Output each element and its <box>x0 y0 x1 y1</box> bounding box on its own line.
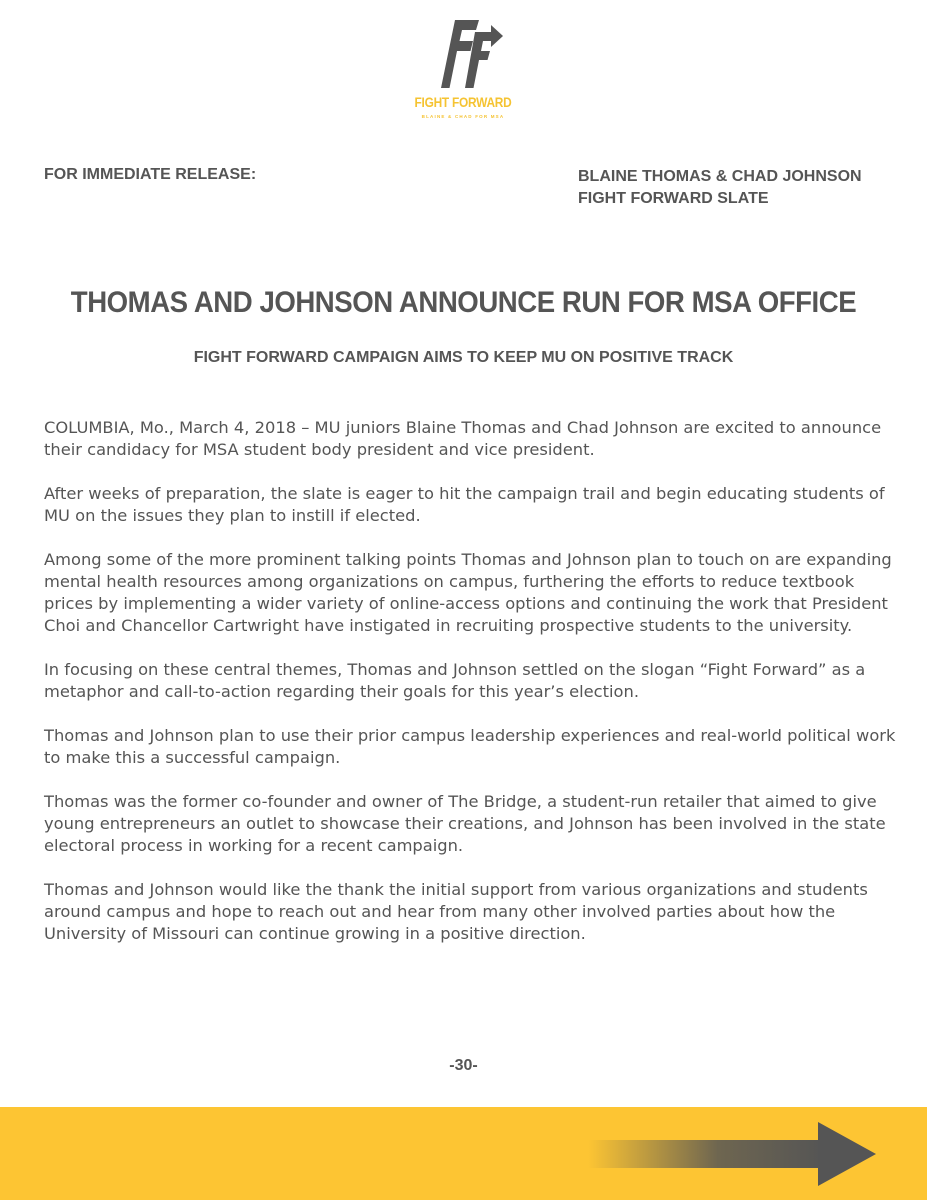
body-paragraph: COLUMBIA, Mo., March 4, 2018 – MU juniors Blaine Thomas and Chad Johnson are excited to announce their candidacy for MSA student body president and vice president. <box>44 418 882 459</box>
body-paragraph: After weeks of preparation, the slate is eager to hit the campaign trail and begin educating students of MU on the issues they plan to instill if elected. <box>44 484 885 525</box>
end-mark: -30- <box>449 1057 478 1074</box>
headline: THOMAS AND JOHNSON ANNOUNCE RUN FOR MSA OFFICE <box>70 286 857 319</box>
body-paragraph: Thomas and Johnson would like the thank the initial support from various organizations and students around campus and hope to reach out and hear from many other involved parties about how the University of Missouri can continue growing in a positive direction. <box>44 880 868 943</box>
logo-name: FIGHT FORWARD <box>414 94 512 110</box>
contact-block <box>578 166 862 210</box>
body-paragraph: In focusing on these central themes, Thomas and Johnson settled on the slogan “Fight Forward” as a metaphor and call-to-action regarding their goals for this year’s election. <box>44 660 866 701</box>
press-release-body <box>44 417 902 967</box>
ff-logo-icon <box>441 18 503 90</box>
logo-tagline: BLAINE & CHAD FOR MSA <box>421 114 505 119</box>
right-arrow-icon <box>588 1122 876 1186</box>
body-paragraph: Thomas and Johnson plan to use their prior campus leadership experiences and real-world political work to make this a successful campaign. <box>44 726 896 767</box>
body-paragraph: Thomas was the former co-founder and owner of The Bridge, a student-run retailer that aimed to give young entrepreneurs an outlet to showcase their creations, and Johnson has been involved in the state electoral process in working for a recent campaign. <box>44 792 886 855</box>
release-label: FOR IMMEDIATE RELEASE: <box>44 166 257 183</box>
contact-names: BLAINE THOMAS & CHAD JOHNSON <box>578 168 862 185</box>
subheadline: FIGHT FORWARD CAMPAIGN AIMS TO KEEP MU ON POSITIVE TRACK <box>193 349 734 366</box>
contact-org: FIGHT FORWARD SLATE <box>578 190 769 207</box>
fight-forward-logo <box>403 16 523 124</box>
body-paragraph: Among some of the more prominent talking points Thomas and Johnson plan to touch on are expanding mental health resources among organizations on campus, furthering the efforts to reduce textbook prices by implementing a wider variety of online-access options and continuing the work that President Choi and Chancellor Cartwright have instigated in recruiting prospective students to the university. <box>44 550 892 635</box>
